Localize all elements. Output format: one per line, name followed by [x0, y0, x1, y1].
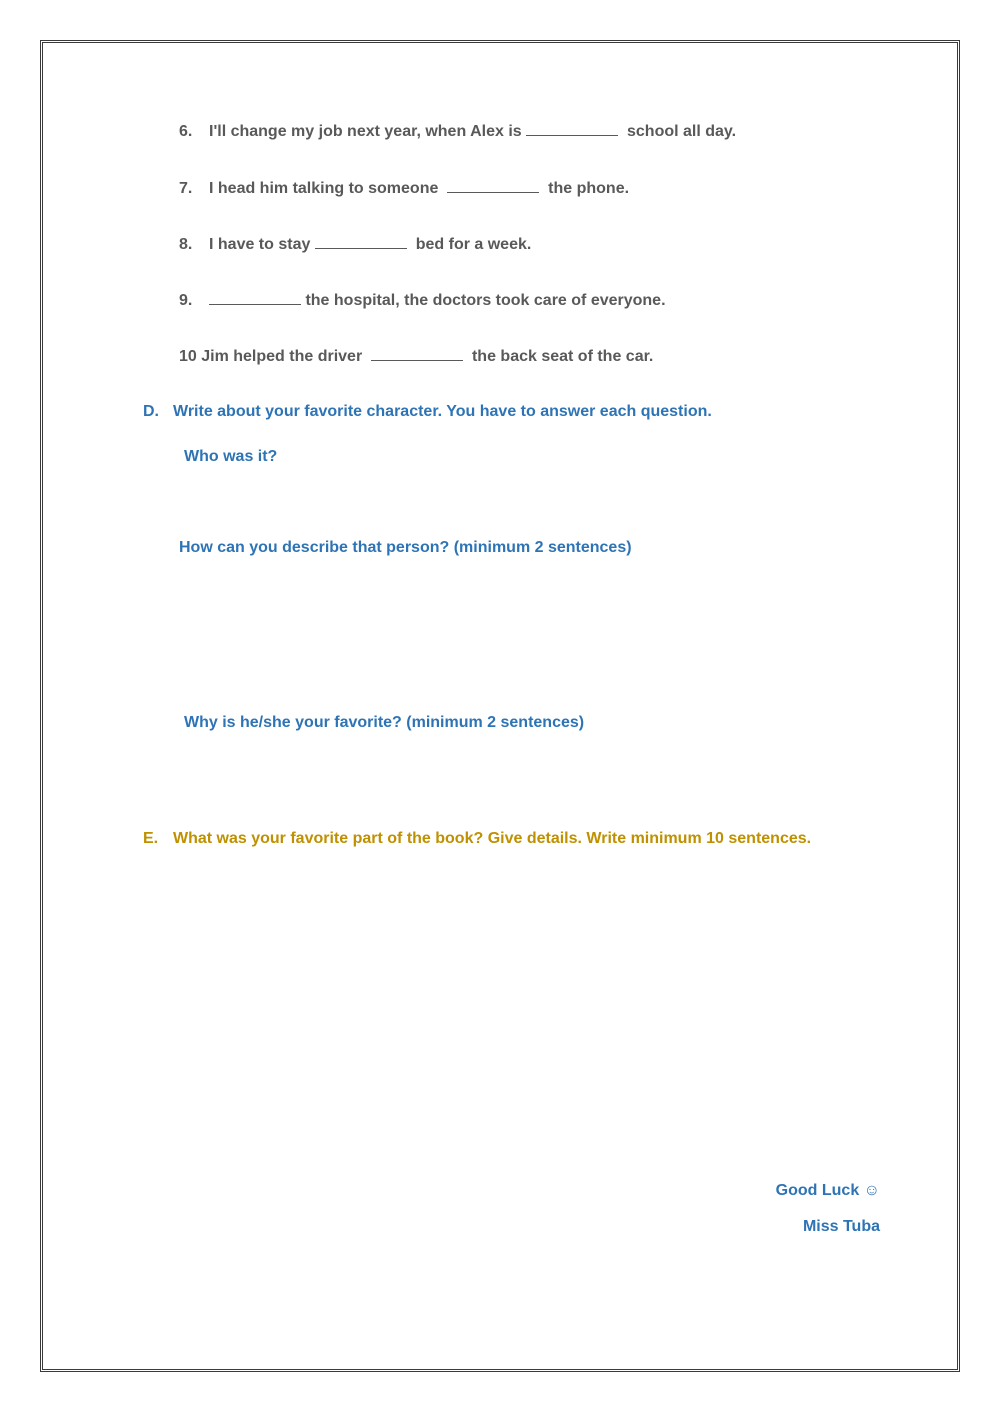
item-text-after: the phone. — [539, 180, 630, 197]
question-describe: How can you describe that person? (minimum 2 sentences) — [179, 539, 632, 556]
blank-line[interactable] — [371, 345, 463, 361]
item-number: 7. — [179, 180, 193, 197]
section-heading-text: Write about your favorite character. You have to answer each question. — [173, 403, 712, 420]
item-text-after: the back seat of the car. — [463, 348, 654, 365]
item-number: 9. — [179, 292, 193, 309]
section-letter: E. — [143, 830, 159, 847]
exercise-item-8 — [179, 233, 531, 255]
item-number: 8. — [179, 236, 193, 253]
good-luck-text: Good Luck ☺ — [775, 1182, 880, 1199]
section-d-heading — [143, 402, 712, 422]
item-text-before: I'll change my job next year, when Alex is — [209, 123, 527, 140]
exercise-item-7 — [179, 177, 629, 199]
item-text-after: the hospital, the doctors took care of everyone. — [301, 292, 666, 309]
section-letter: D. — [143, 403, 159, 420]
item-number: 10 — [179, 348, 197, 365]
item-text-before: Jim helped the driver — [196, 348, 372, 365]
blank-line[interactable] — [526, 120, 618, 136]
item-text-after: school all day. — [618, 123, 737, 140]
question-why: Why is he/she your favorite? (minimum 2 sentences) — [184, 714, 585, 731]
question-who: Who was it? — [184, 448, 278, 465]
item-number: 6. — [179, 123, 193, 140]
section-e-heading — [143, 829, 811, 849]
item-text-before: I head him talking to someone — [209, 180, 448, 197]
blank-line[interactable] — [315, 233, 407, 249]
blank-line[interactable] — [447, 177, 539, 193]
exercise-item-10 — [179, 345, 653, 367]
exercise-item-6 — [179, 120, 736, 142]
item-text-after: bed for a week. — [406, 236, 532, 253]
section-heading-text: What was your favorite part of the book? Give details. Write minimum 10 sentences. — [173, 830, 812, 847]
exercise-item-9 — [179, 289, 666, 311]
teacher-name: Miss Tuba — [802, 1218, 880, 1235]
blank-line[interactable] — [209, 289, 301, 305]
item-text-before: I have to stay — [209, 236, 315, 253]
